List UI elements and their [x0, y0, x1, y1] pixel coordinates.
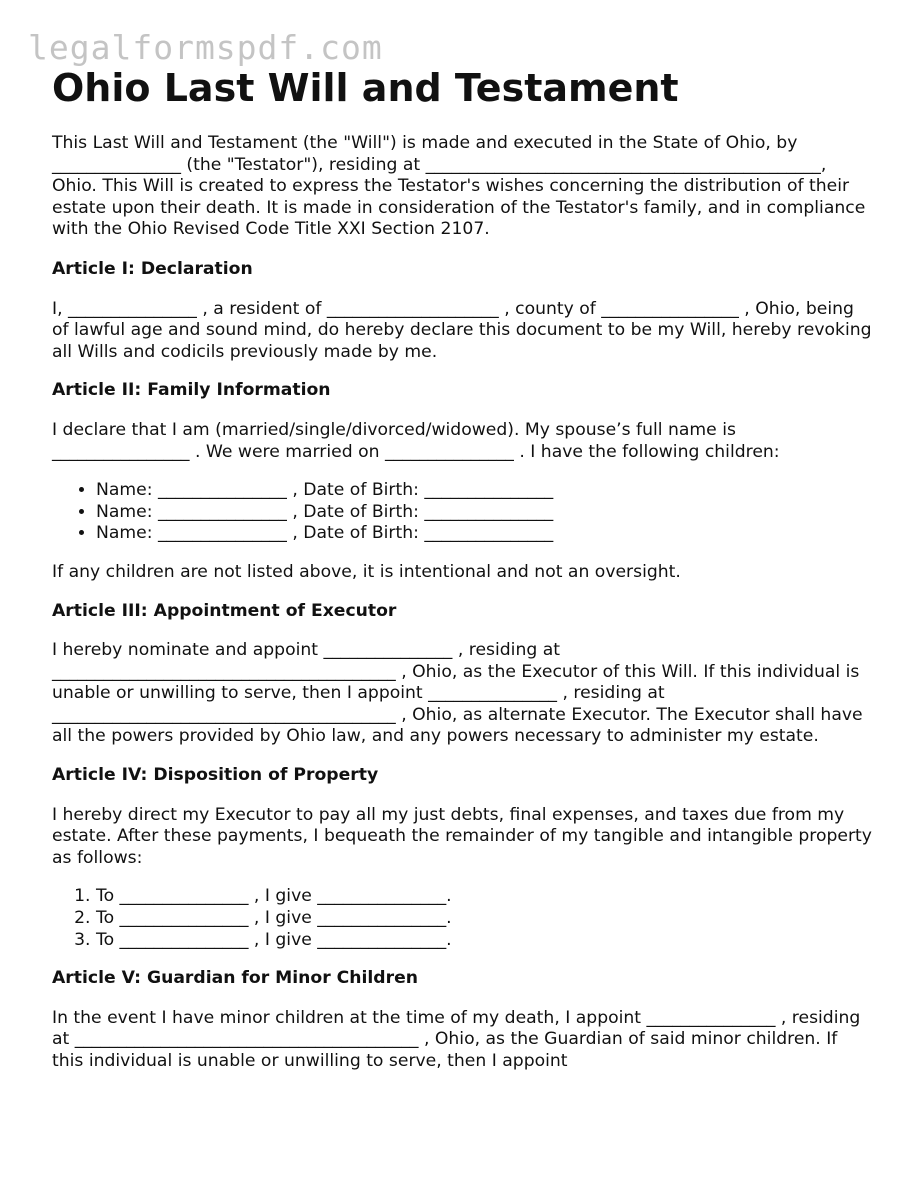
children-list — [52, 480, 872, 545]
article-5-heading: Article V: Guardian for Minor Children — [52, 968, 418, 989]
watermark-logo: legalformspdf.com — [28, 28, 383, 67]
article-5-text: In the event I have minor children at the time of my death, I appoint _______________ , residing at ________________________________________ , Ohio, as the Guardian of said minor children. If this individual is unable or unwilling to serve, then I appoint — [52, 1007, 861, 1071]
bequest-entry: 3. To _______________ , I give _______________. — [96, 930, 872, 952]
article-1-text: I, _______________ , a resident of ____________________ , county of ________________ , Ohio, being of lawful age and sound mind, do hereby declare this document to be my Will, hereby revoking all Wills and codicils previously made by me. — [52, 298, 872, 362]
document-body — [52, 133, 872, 1090]
child-entry: • Name: _______________ , Date of Birth: _______________ — [96, 480, 872, 502]
article-2-heading: Article II: Family Information — [52, 380, 331, 401]
document-title: Ohio Last Will and Testament — [52, 66, 679, 110]
child-entry: • Name: _______________ , Date of Birth: _______________ — [96, 523, 872, 545]
child-entry: • Name: _______________ , Date of Birth: _______________ — [96, 502, 872, 524]
bequest-list — [52, 886, 872, 951]
children-note: If any children are not listed above, it is intentional and not an oversight. — [52, 561, 681, 582]
article-2-text: I declare that I am (married/single/divorced/widowed). My spouse’s full name is ________________ . We were married on _______________ . I have the following children: — [52, 419, 780, 462]
bequest-entry: 2. To _______________ , I give _______________. — [96, 908, 872, 930]
article-1-heading: Article I: Declaration — [52, 258, 253, 279]
intro-paragraph: This Last Will and Testament (the "Will") is made and executed in the State of Ohio, by _______________ (the "Testator"), residing at ______________________________________________, Ohio. This Will is created to express the Testator's wishes concerning the distribution of their estate upon their death. It is made in consideration of the Testator's family, and in compliance with the Ohio Revised Code Title XXI Section 2107. — [52, 133, 866, 240]
article-3-text: I hereby nominate and appoint _______________ , residing at ________________________________________ , Ohio, as the Executor of this Will. If this individual is unable or unwilling to serve, then I appoint _______________ , residing at ________________________________________ , Ohio, as alternate Executor. The Executor shall have all the powers provided by Ohio law, and any powers necessary to administer my estate. — [52, 640, 863, 747]
article-3-heading: Article III: Appointment of Executor — [52, 600, 397, 621]
article-4-heading: Article IV: Disposition of Property — [52, 765, 379, 786]
article-4-text: I hereby direct my Executor to pay all my just debts, final expenses, and taxes due from my estate. After these payments, I bequeath the remainder of my tangible and intangible property as follows: — [52, 804, 872, 868]
bequest-entry: 1. To _______________ , I give _______________. — [96, 886, 872, 908]
